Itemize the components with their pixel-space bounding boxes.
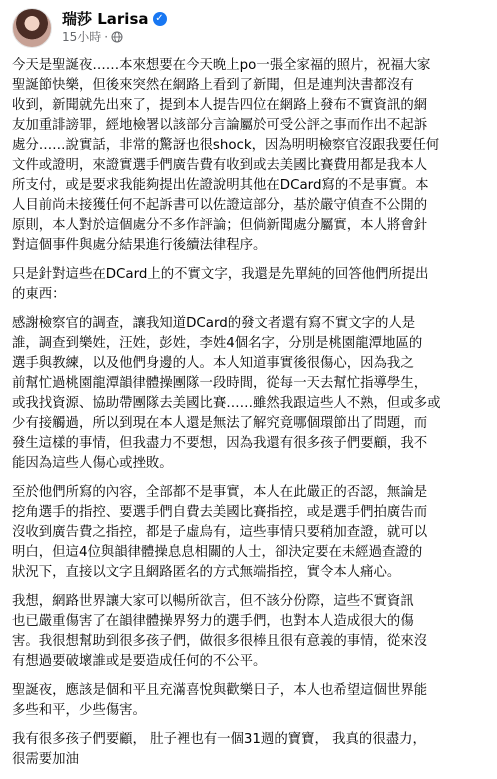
post-paragraph-4: 至於他們所寫的內容，全部都不是事實，本人在此嚴正的否認，無論是 挖角選手的指控、要選手們自費去美國比賽指控，或是選手們拍廣告而 沒收到廣告費之指控，都是子虛烏有，這些事情只要稍加查證，就可以 明白，但這4位與韻律體操息息相關的人士，卻決定要在未經過查證的 狀況下，直接以文字且網路匿名的方式無端指控，實令本人痛心。 (12, 485, 428, 580)
author-name[interactable]: 瑞莎 Larisa (62, 10, 149, 28)
post-time[interactable]: 15小時 (62, 30, 102, 44)
post-header (12, 8, 482, 48)
verified-badge-icon: ✓ (153, 12, 167, 26)
post-paragraph-5: 我想，網路世界讓大家可以暢所欲言，但不該分份際，這些不實資訊 也已嚴重傷害了在韻律體操界努力的選手們，也對本人造成很大的傷 害。我很想幫助到很多孩子們，做很多很棒且很有意義的事情，從來沒 有想過要破壞誰或是要造成任何的不公平。 (12, 594, 428, 669)
post-meta (62, 30, 123, 44)
meta-separator: · (104, 30, 109, 44)
post-paragraph-6: 聖誕夜，應該是個和平且充滿喜悅與歡樂日子，本人也希望這個世界能 多些和平，少些傷害。 (12, 683, 428, 718)
post-paragraph-7: 我有很多孩子們要顧， 肚子裡也有一個31週的寶寶， 我真的很盡力， 很需要加油 (12, 732, 426, 767)
post-paragraph-1: 今天是聖誕夜……本來想要在今天晚上po一張全家福的照片，祝福大家 聖誕節快樂，但後來突然在網路上看到了新聞，但是連判決書都沒有 收到，新聞就先出來了，提到本人提告四位在網路上發布不實資訊的網 友加重誹謗罪，經地檢署以該部分言論屬於可受公評之事而作出不起訴 處分……說實話，非常的驚訝也很shock，因為明明檢察官沒跟我要任何 文件或證明，來證實選手們廣告費有收到或去美國比賽費用都是我本人 所支付，或是要求我能夠提出佐證說明其他在DCard寫的不是事實。本 人目前尚未接獲任何不起訴書可以佐證這部分，基於嚴守偵查不公開的 原則，本人對於這個處分不多作評論；但倘新聞處分屬實，本人將會針 對這個事件與處分結果進行後續法律程序。 (12, 58, 440, 253)
author-avatar[interactable] (12, 8, 52, 48)
author-name-row (62, 10, 167, 28)
post-paragraph-2: 只是針對這些在DCard上的不實文字，我還是先單純的回答他們所提出 的東西： (12, 267, 429, 302)
post-paragraph-3: 感謝檢察官的調查，讓我知道DCard的發文者還有寫不實文字的人是 誰，調查到樂姓，汪姓，彭姓，李姓4個名字，分別是桃園龍潭地區的 選手與教練，以及他們身邊的人。本人知道事實後很傷心，因為我之 前幫忙過桃園龍潭韻律體操團隊一段時間，從每一天去幫忙指導學生， 或我找資源、協助帶團隊去美國比賽……雖然我跟這些人不熟，但或多或 少有接觸過，所以到現在本人還是無法了解究竟哪個環節出了問題，而 發生這樣的事情，但我盡力不要想，因為我還有很多孩子們要顧，我不 能因為這些人傷心或挫敗。 (12, 316, 441, 471)
post-body (12, 56, 484, 779)
globe-icon (111, 31, 123, 43)
